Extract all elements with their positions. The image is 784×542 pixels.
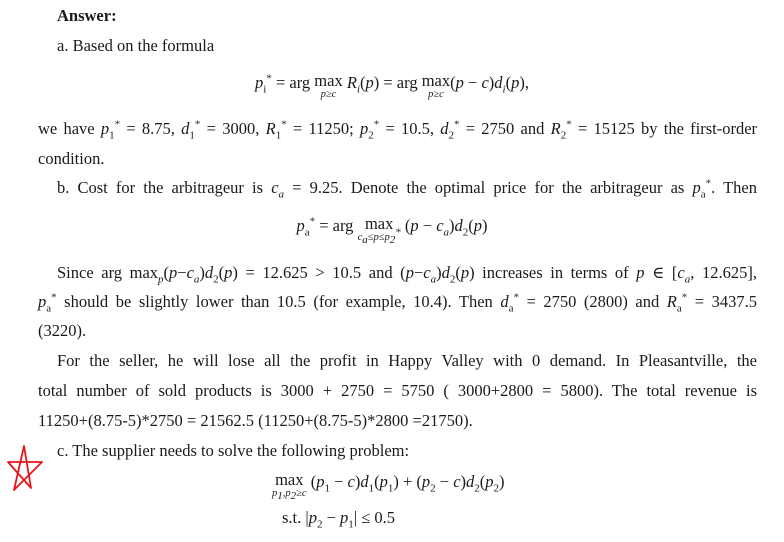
part-a-formula: $p_i^*$ = arg max p≥c $R_i(p)$ = arg max p≥c $(p - c)d_i(p)$, [255,71,529,100]
answer-heading: Answer: [57,6,117,25]
part-b-seller-2: total number of sold products is 3000 + 2750 = 5750 ( 3000+2800 = 5800). The total revenue is [38,381,757,400]
part-a-intro: a. Based on the formula [57,36,215,55]
part-a-condition: condition. [38,149,105,168]
part-c-intro: c. The supplier needs to solve the following problem: [57,441,410,460]
part-b-intro: b. Cost for the arbitrageur is $c_a = 9.25$. Denote the optimal price for the arbitrageur as $p_a^*$. Then [57,177,757,201]
part-a-results: we have $p_1^* = 8.75$, $d_1^* = 3000$, $R_1^* = 11250$; $p_2^* = 10.5$, $d_2^* = 2750$ and $R_2^* = 15125$ by the first-order [38,118,758,142]
part-b-alt-revenue: (3220). [38,321,87,340]
part-b-formula: $p_a^*$ = arg max $c_a\le p\le p_2^*$ $(p - c_a)d_2(p)$ [296,214,488,247]
star-mark-icon [4,442,46,494]
part-c-objective: max $p_1,p_2\ge c$ $(p_1 - c)d_1(p_1) + (p_2 - c)d_2(p_2)$ [272,470,505,503]
part-b-since: Since arg $\max_p(p-c_a)d_2(p) = 12.625 > 10.5$ and $(p-c_a)d_2(p)$ increases in terms of p ∈ [$c_a$, 12.625], [57,263,757,286]
part-c-constraint: s.t. $|p_2 - p_1| \le 0.5$ [282,508,395,531]
part-b-price: $p_a^*$ should be slightly lower than 10.5 (for example, 10.4). Then $d_a^* = 2750$ (2800) and $R_a^* = 3437.5$ [38,291,757,315]
part-b-seller-1: For the seller, he will lose all the profit in Happy Valley with 0 demand. In Pleasantville, the [57,351,757,370]
part-b-seller-3: 11250+(8.75-5)*2750 = 21562.5 (11250+(8.75-5)*2800 =21750). [38,411,473,430]
